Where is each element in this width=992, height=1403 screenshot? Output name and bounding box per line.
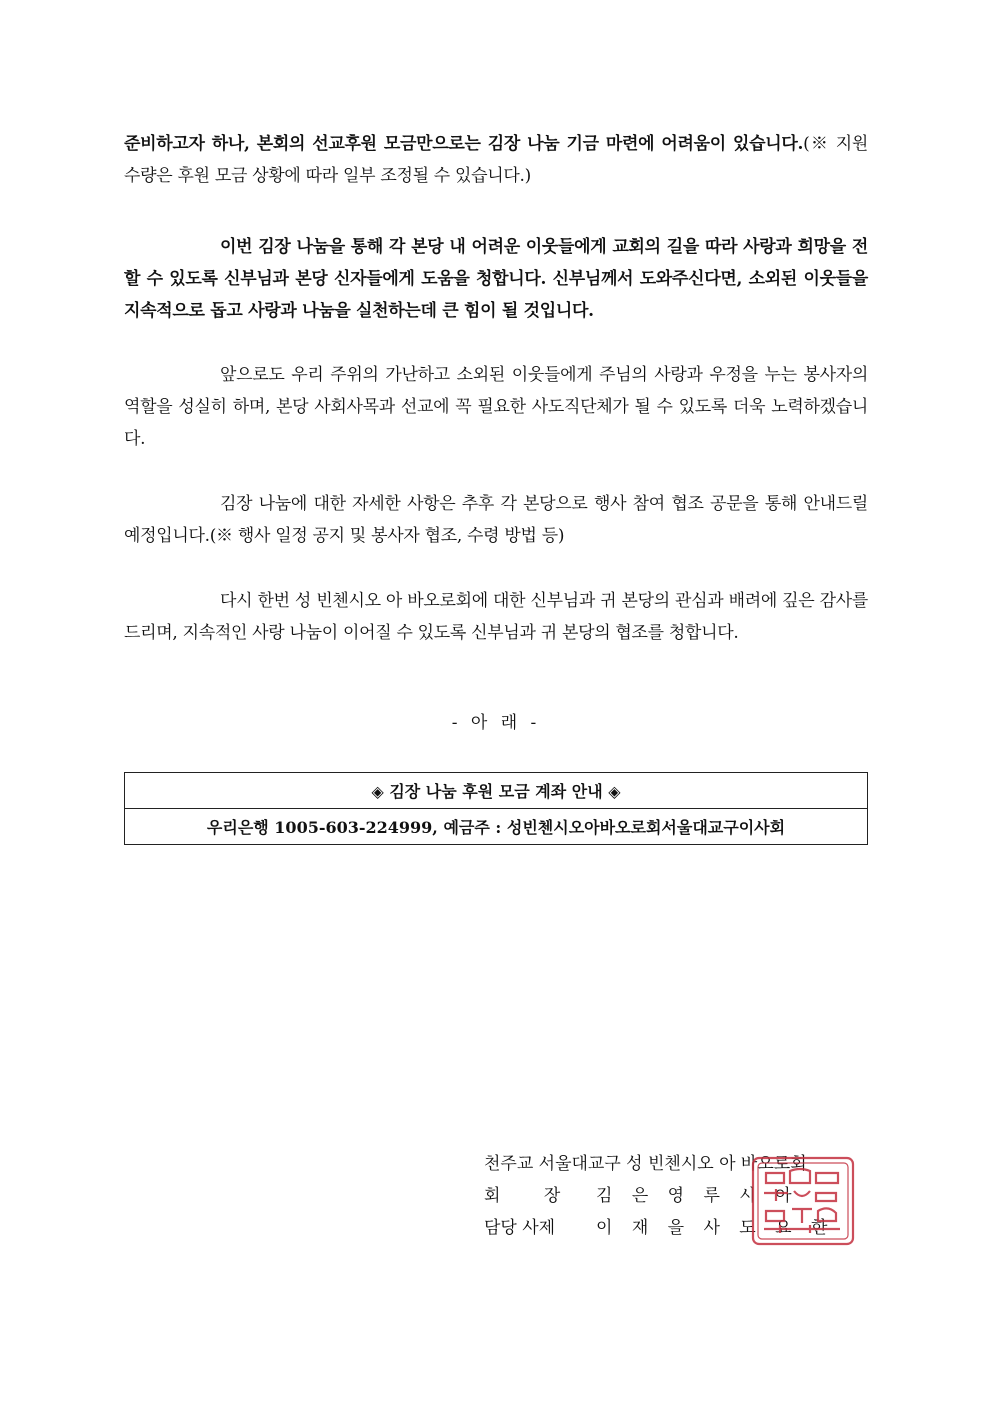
paragraph-funding — [124, 128, 868, 192]
president-title: 회 장 — [484, 1186, 561, 1206]
account-table-header: ◈ 김장 나눔 후원 모금 계좌 안내 ◈ — [125, 773, 868, 809]
signature-org: 천주교 서울대교구 성 빈첸시오 아 바오로회 — [484, 1154, 807, 1174]
priest-name: 이 재 을 사 도 요 한 — [596, 1218, 828, 1238]
account-info: 우리은행 1005-603-224999, 예금주 : 성빈첸시오아바오로회서울대교구이사회 — [125, 809, 868, 845]
account-table-header-row — [125, 773, 868, 809]
paragraph-funding-note: (※ 지원 수량은 후원 모금 상황에 따라 일부 조정될 수 있습니다.) — [124, 134, 868, 186]
account-table-row — [125, 809, 868, 845]
paragraph-details: 김장 나눔에 대한 자세한 사항은 추후 각 본당으로 행사 참여 협조 공문을 통해 안내드릴 예정입니다.(※ 행사 일정 공지 및 봉사자 협조, 수령 방법 등) — [124, 494, 868, 546]
account-table — [124, 772, 868, 845]
official-seal-icon — [750, 1155, 856, 1247]
paragraph-commitment: 앞으로도 우리 주위의 가난하고 소외된 이웃들에게 주님의 사랑과 우정을 누는 봉사자의 역할을 성실히 하며, 본당 사회사목과 선교에 꼭 필요한 사도직단체가 될 수 있도록 더욱 노력하겠습니다. — [124, 365, 868, 449]
priest-title: 담당 사제 — [484, 1218, 556, 1238]
section-heading-arae: - 아 래 - — [451, 713, 541, 733]
paragraph-request: 이번 김장 나눔을 통해 각 본당 내 어려운 이웃들에게 교회의 길을 따라 사랑과 희망을 전할 수 있도록 신부님과 본당 신자들에게 도움을 청합니다. 신부님께서 도와주신다면, 소외된 이웃들을 지속적으로 돕고 사랑과 나눔을 실천하는데 큰 힘이 될 것입니다. — [124, 237, 868, 321]
president-name: 김 은 영 루 시 아 — [596, 1186, 792, 1206]
paragraph-funding-bold: 준비하고자 하나, 본회의 선교후원 모금만으로는 김장 나눔 기금 마련에 어려움이 있습니다. — [124, 134, 804, 154]
paragraph-thanks: 다시 한번 성 빈첸시오 아 바오로회에 대한 신부님과 귀 본당의 관심과 배려에 깊은 감사를 드리며, 지속적인 사랑 나눔이 이어질 수 있도록 신부님과 귀 본당의 협조를 청합니다. — [124, 591, 868, 643]
